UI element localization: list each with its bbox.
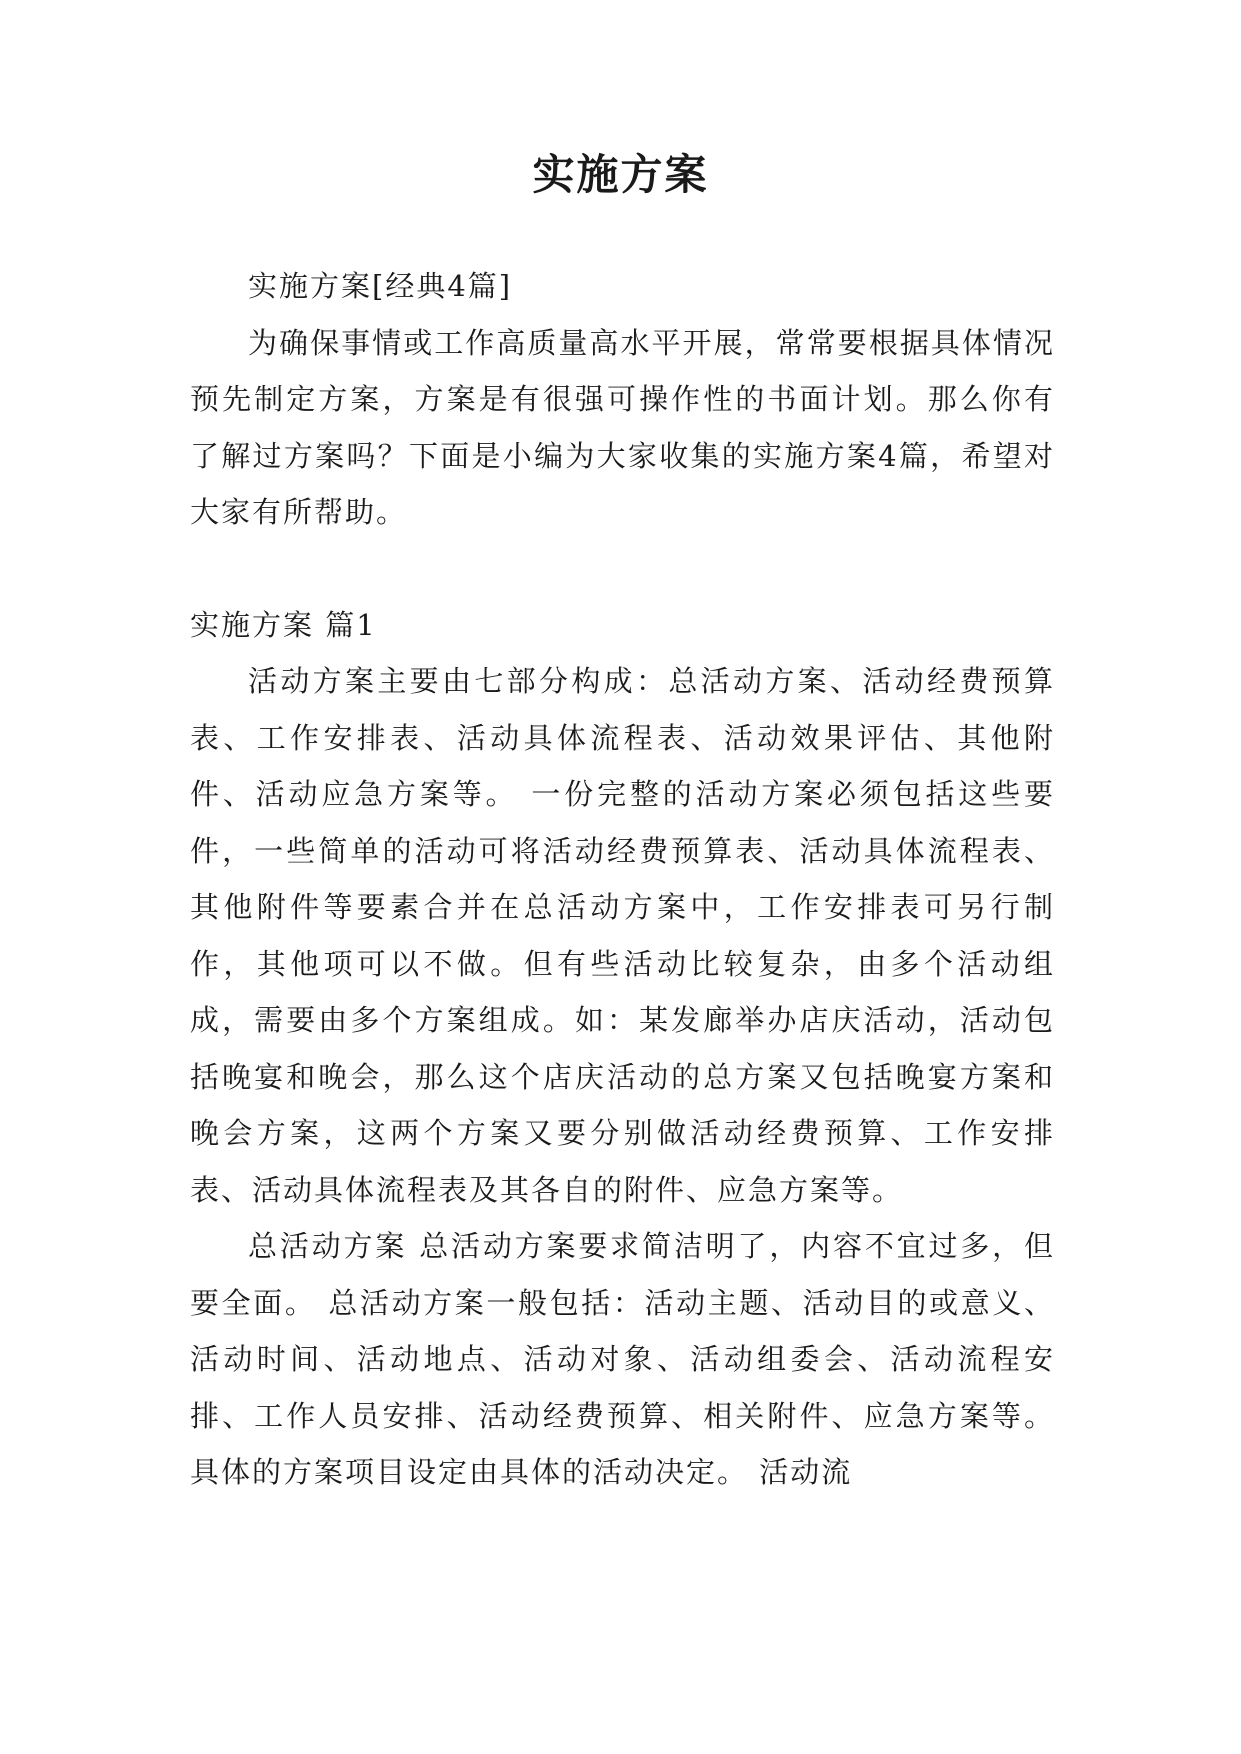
document-body (190, 258, 1055, 1501)
page-title: 实施方案 (532, 150, 709, 199)
body-paragraph: 活动方案主要由七部分构成：总活动方案、活动经费预算表、工作安排表、活动具体流程表、活动效果评估、其他附件、活动应急方案等。 一份完整的活动方案必须包括这些要件，一些简单的活动可将活动经费预算表、活动具体流程表、其他附件等要素合并在总活动方案中，工作安排表可另行制作，其他项可以不做。但有些活动比较复杂，由多个活动组成，需要由多个方案组成。如：某发廊举办店庆活动，活动包括晚宴和晚会，那么这个店庆活动的总方案又包括晚宴方案和晚会方案，这两个方案又要分别做活动经费预算、工作安排表、活动具体流程表及其各自的附件、应急方案等。 (190, 664, 1055, 1207)
document-subtitle: 实施方案[经典4篇] (248, 269, 513, 303)
intro-paragraph: 为确保事情或工作高质量高水平开展，常常要根据具体情况预先制定方案，方案是有很强可操作性的书面计划。那么你有了解过方案吗？下面是小编为大家收集的实施方案4篇，希望对大家有所帮助。 (190, 325, 1055, 529)
section-heading: 实施方案 篇1 (190, 607, 377, 642)
body-paragraph: 总活动方案 总活动方案要求简洁明了，内容不宜过多，但要全面。 总活动方案一般包括：活动主题、活动目的或意义、活动时间、活动地点、活动对象、活动组委会、活动流程安排、工作人员安排、活动经费预算、相关附件、应急方案等。具体的方案项目设定由具体的活动决定。 活动流 (190, 1229, 1055, 1489)
